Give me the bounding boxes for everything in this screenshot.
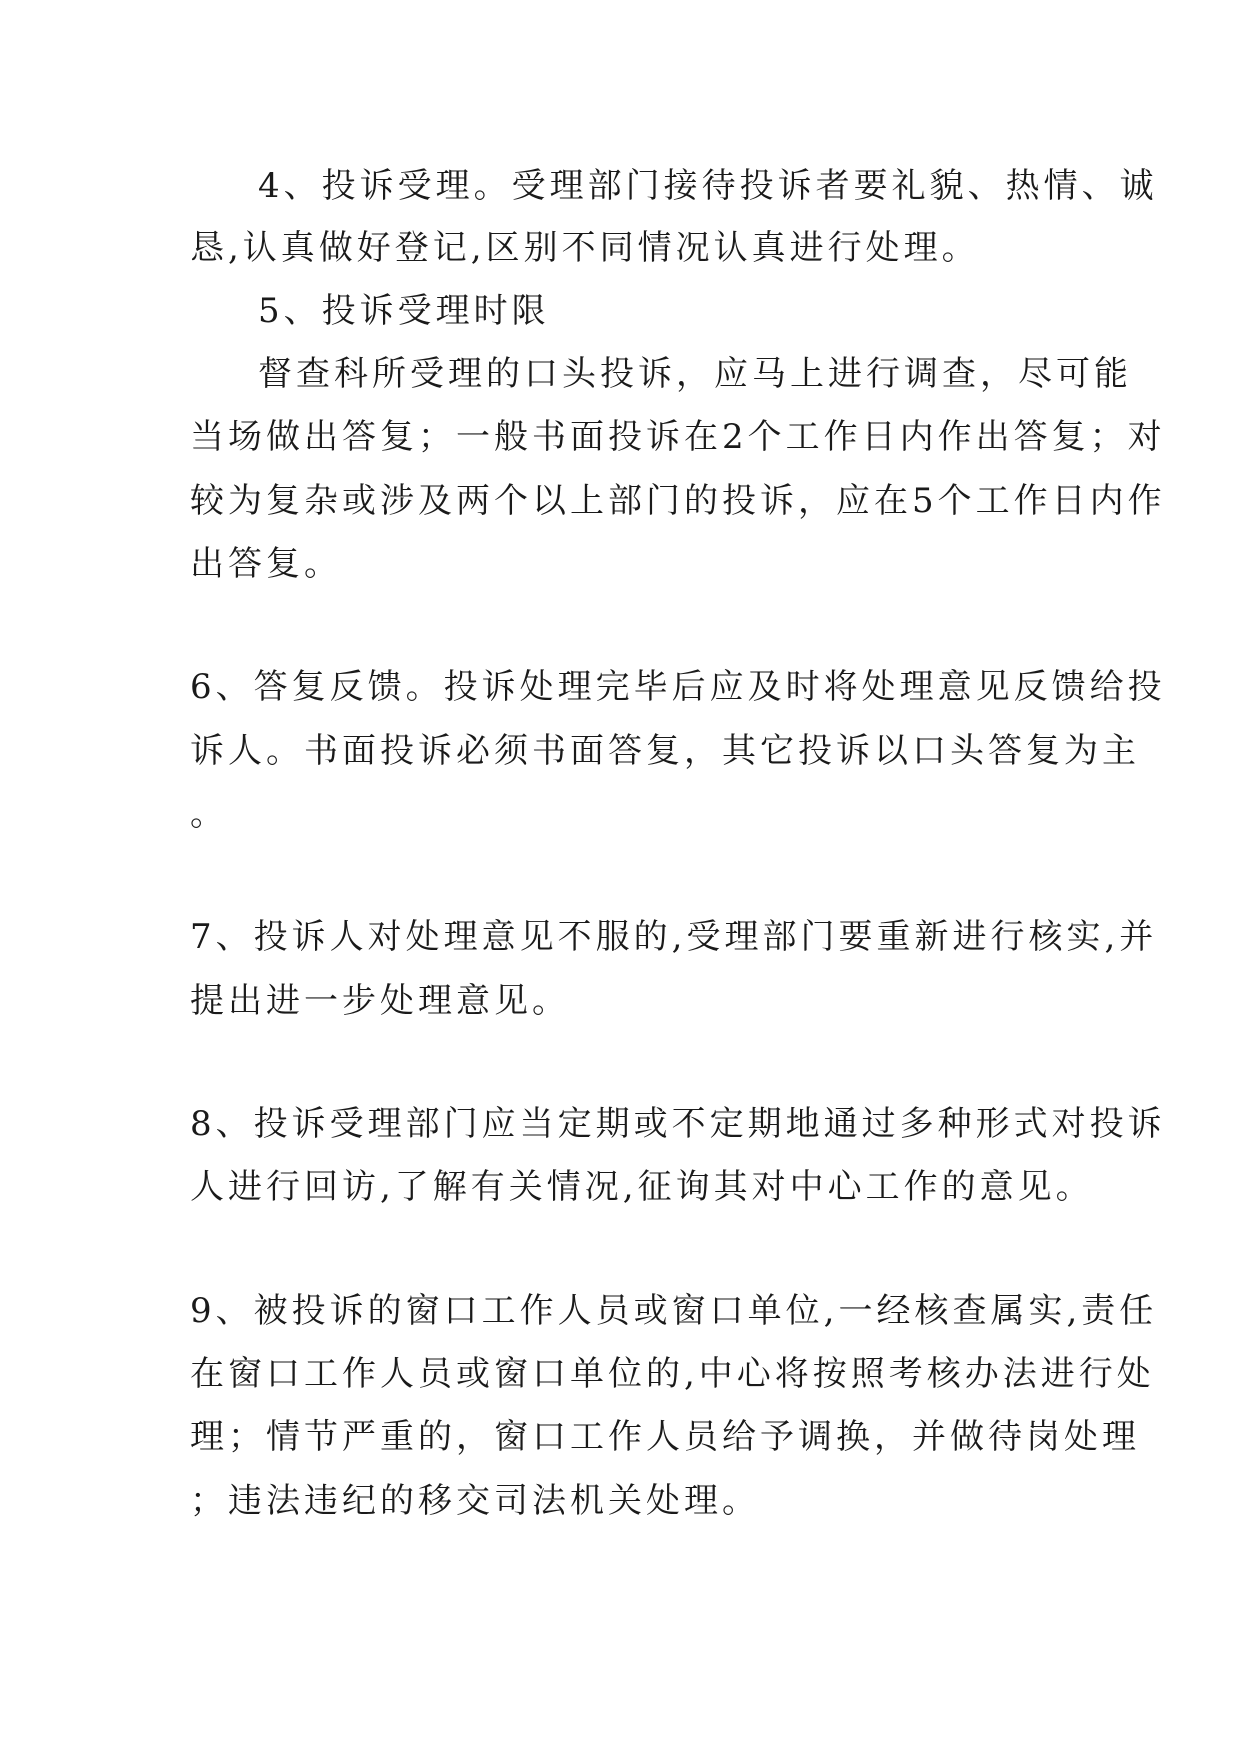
paragraph-9-line-4: ；违法违纪的移交司法机关处理。 xyxy=(190,1481,760,1521)
paragraph-5-line-4: 出答复。 xyxy=(190,544,342,584)
paragraph-5-heading: 5、投诉受理时限 xyxy=(258,291,550,331)
paragraph-7-line-2: 提出进一步处理意见。 xyxy=(190,981,570,1021)
paragraph-5-line-3: 较为复杂或涉及两个以上部门的投诉，应在5个工作日内作 xyxy=(190,481,1166,521)
paragraph-9-line-2: 在窗口工作人员或窗口单位的,中心将按照考核办法进行处 xyxy=(190,1354,1155,1394)
paragraph-5-line-1: 督查科所受理的口头投诉，应马上进行调查，尽可能 xyxy=(258,354,1132,394)
paragraph-7-line-1: 7、投诉人对处理意见不服的,受理部门要重新进行核实,并 xyxy=(190,917,1158,957)
paragraph-4-line-1: 4、投诉受理。受理部门接待投诉者要礼貌、热情、诚 xyxy=(258,166,1158,206)
paragraph-9-line-1: 9、被投诉的窗口工作人员或窗口单位,一经核查属实,责任 xyxy=(190,1291,1158,1331)
paragraph-6-line-2: 诉人。书面投诉必须书面答复，其它投诉以口头答复为主 xyxy=(190,731,1140,771)
paragraph-6-line-1: 6、答复反馈。投诉处理完毕后应及时将处理意见反馈给投 xyxy=(190,667,1166,707)
paragraph-8-line-1: 8、投诉受理部门应当定期或不定期地通过多种形式对投诉 xyxy=(190,1104,1166,1144)
paragraph-4-line-2: 恳,认真做好登记,区别不同情况认真进行处理。 xyxy=(190,228,980,268)
paragraph-6-line-3: 。 xyxy=(190,794,228,834)
paragraph-5-line-2: 当场做出答复；一般书面投诉在2个工作日内作出答复；对 xyxy=(190,417,1166,457)
paragraph-9-line-3: 理；情节严重的，窗口工作人员给予调换，并做待岗处理 xyxy=(190,1417,1140,1457)
paragraph-8-line-2: 人进行回访,了解有关情况,征询其对中心工作的意见。 xyxy=(190,1167,1094,1207)
